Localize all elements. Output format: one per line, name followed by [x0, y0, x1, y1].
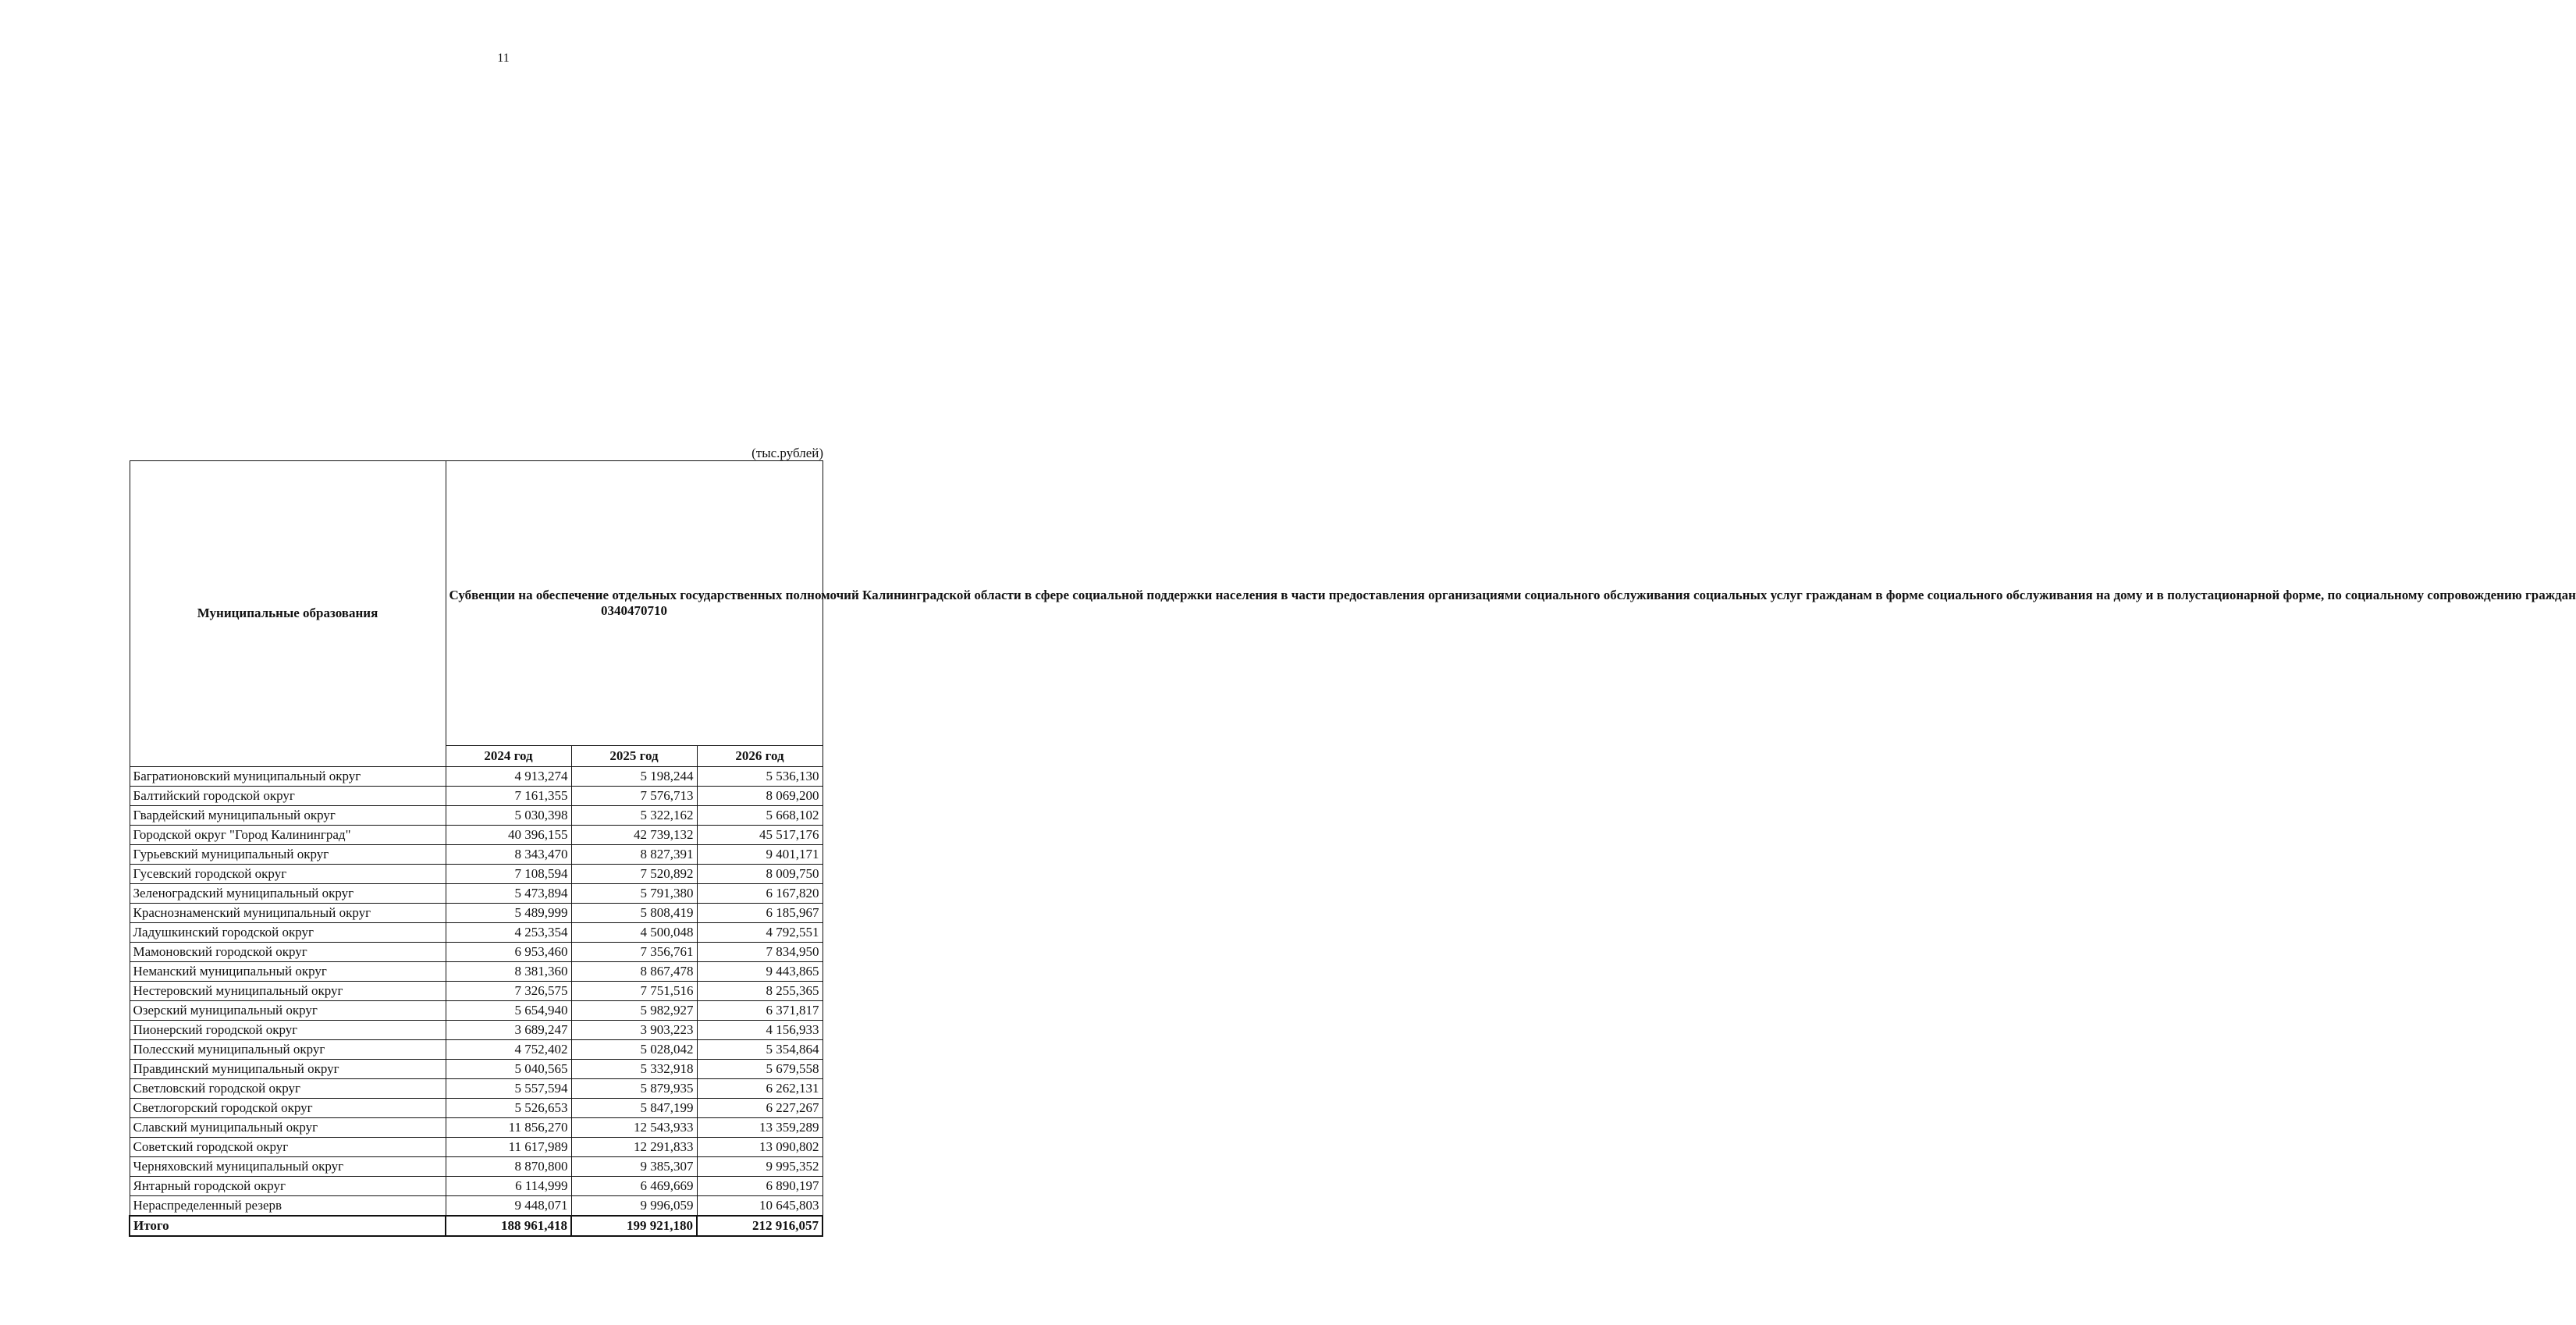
value-2025: 12 543,933	[571, 1118, 697, 1138]
municipality-name: Багратионовский муниципальный округ	[130, 767, 446, 787]
value-2026: 8 255,365	[697, 982, 823, 1001]
table-row	[130, 1099, 823, 1118]
value-2026: 9 995,352	[697, 1157, 823, 1177]
value-2024: 4 752,402	[446, 1040, 571, 1060]
table-row	[130, 1060, 823, 1079]
value-2026: 6 167,820	[697, 884, 823, 904]
table-row	[130, 787, 823, 806]
value-2024: 3 689,247	[446, 1021, 571, 1040]
table-row	[130, 884, 823, 904]
municipality-name: Гусевский городской округ	[130, 865, 446, 884]
value-2024: 11 617,989	[446, 1138, 571, 1157]
municipality-name: Мамоновский городской округ	[130, 943, 446, 962]
table-row	[130, 904, 823, 923]
municipality-name: Советский городской округ	[130, 1138, 446, 1157]
municipality-name: Неманский муниципальный округ	[130, 962, 446, 982]
table-row	[130, 1196, 823, 1217]
page-number: 11	[497, 52, 510, 65]
value-2025: 12 291,833	[571, 1138, 697, 1157]
value-2026: 10 645,803	[697, 1196, 823, 1217]
municipality-name: Гвардейский муниципальный округ	[130, 806, 446, 826]
value-2024: 4 913,274	[446, 767, 571, 787]
value-2026: 45 517,176	[697, 826, 823, 845]
municipality-name: Балтийский городской округ	[130, 787, 446, 806]
header-subsidy-description	[446, 461, 2576, 746]
header-description-text: Субвенции на обеспечение отдельных государственных полномочий Калининградской области в сфере социальной поддержки населения в части предоставления организациями социального обслуживания социальных услуг гражданам в форме социального обслуживания на дому и в полустационарной форме, по социальному сопровождению граждан	[449, 587, 2576, 602]
total-2025: 199 921,180	[571, 1216, 697, 1236]
value-2024: 11 856,270	[446, 1118, 571, 1138]
header-year-2024: 2024 год	[446, 746, 571, 767]
municipality-name: Нестеровский муниципальный округ	[130, 982, 446, 1001]
value-2025: 3 903,223	[571, 1021, 697, 1040]
value-2026: 6 890,197	[697, 1177, 823, 1196]
value-2024: 5 030,398	[446, 806, 571, 826]
value-2025: 9 385,307	[571, 1157, 697, 1177]
municipality-name: Светлогорский городской округ	[130, 1099, 446, 1118]
municipality-name: Светловский городской округ	[130, 1079, 446, 1099]
value-2025: 5 847,199	[571, 1099, 697, 1118]
table-row	[130, 806, 823, 826]
value-2024: 7 108,594	[446, 865, 571, 884]
value-2026: 6 227,267	[697, 1099, 823, 1118]
value-2025: 5 808,419	[571, 904, 697, 923]
value-2025: 7 751,516	[571, 982, 697, 1001]
value-2026: 13 090,802	[697, 1138, 823, 1157]
value-2025: 7 356,761	[571, 943, 697, 962]
value-2026: 7 834,950	[697, 943, 823, 962]
municipality-name: Пионерский городской округ	[130, 1021, 446, 1040]
value-2026: 4 792,551	[697, 923, 823, 943]
value-2026: 13 359,289	[697, 1118, 823, 1138]
table-row	[130, 1157, 823, 1177]
municipality-name: Нераспределенный резерв	[130, 1196, 446, 1217]
municipality-name: Зеленоградский муниципальный округ	[130, 884, 446, 904]
value-2026: 9 401,171	[697, 845, 823, 865]
table-row	[130, 865, 823, 884]
value-2024: 7 161,355	[446, 787, 571, 806]
value-2025: 7 576,713	[571, 787, 697, 806]
table-row	[130, 1001, 823, 1021]
value-2025: 6 469,669	[571, 1177, 697, 1196]
table-row	[130, 1021, 823, 1040]
table-row	[130, 1177, 823, 1196]
municipality-name: Городской округ "Город Калининград"	[130, 826, 446, 845]
value-2025: 5 028,042	[571, 1040, 697, 1060]
value-2026: 9 443,865	[697, 962, 823, 982]
total-2026: 212 916,057	[697, 1216, 823, 1236]
value-2025: 8 867,478	[571, 962, 697, 982]
value-2026: 6 185,967	[697, 904, 823, 923]
subsidy-table	[129, 460, 2576, 1237]
municipality-name: Полесский муниципальный округ	[130, 1040, 446, 1060]
value-2025: 5 791,380	[571, 884, 697, 904]
municipality-name: Озерский муниципальный округ	[130, 1001, 446, 1021]
value-2025: 5 879,935	[571, 1079, 697, 1099]
units-label: (тыс.рублей)	[751, 446, 823, 460]
value-2025: 5 322,162	[571, 806, 697, 826]
value-2026: 5 668,102	[697, 806, 823, 826]
value-2025: 5 332,918	[571, 1060, 697, 1079]
header-year-2025: 2025 год	[571, 746, 697, 767]
value-2024: 8 343,470	[446, 845, 571, 865]
value-2024: 9 448,071	[446, 1196, 571, 1217]
value-2024: 5 473,894	[446, 884, 571, 904]
value-2026: 6 371,817	[697, 1001, 823, 1021]
value-2024: 40 396,155	[446, 826, 571, 845]
table-row	[130, 943, 823, 962]
value-2024: 6 114,999	[446, 1177, 571, 1196]
table-row	[130, 845, 823, 865]
table-row	[130, 767, 823, 787]
table-row	[130, 982, 823, 1001]
value-2025: 42 739,132	[571, 826, 697, 845]
value-2024: 5 040,565	[446, 1060, 571, 1079]
value-2024: 5 489,999	[446, 904, 571, 923]
table-row	[130, 1040, 823, 1060]
value-2024: 8 870,800	[446, 1157, 571, 1177]
table-row	[130, 1118, 823, 1138]
municipality-name: Гурьевский муниципальный округ	[130, 845, 446, 865]
value-2024: 5 654,940	[446, 1001, 571, 1021]
table-row	[130, 1138, 823, 1157]
value-2025: 9 996,059	[571, 1196, 697, 1217]
value-2024: 7 326,575	[446, 982, 571, 1001]
municipality-name: Славский муниципальный округ	[130, 1118, 446, 1138]
value-2025: 4 500,048	[571, 923, 697, 943]
total-label: Итого	[130, 1216, 446, 1236]
municipality-name: Краснознаменский муниципальный округ	[130, 904, 446, 923]
value-2025: 5 198,244	[571, 767, 697, 787]
table-body	[130, 767, 823, 1217]
value-2024: 4 253,354	[446, 923, 571, 943]
table-row	[130, 923, 823, 943]
value-2026: 4 156,933	[697, 1021, 823, 1040]
value-2025: 8 827,391	[571, 845, 697, 865]
municipality-name: Ладушкинский городской округ	[130, 923, 446, 943]
value-2026: 8 009,750	[697, 865, 823, 884]
value-2025: 5 982,927	[571, 1001, 697, 1021]
table-row	[130, 1079, 823, 1099]
value-2026: 5 679,558	[697, 1060, 823, 1079]
value-2025: 7 520,892	[571, 865, 697, 884]
municipality-name: Янтарный городской округ	[130, 1177, 446, 1196]
value-2024: 6 953,460	[446, 943, 571, 962]
table-row	[130, 962, 823, 982]
municipality-name: Правдинский муниципальный округ	[130, 1060, 446, 1079]
value-2026: 6 262,131	[697, 1079, 823, 1099]
header-year-2026: 2026 год	[697, 746, 823, 767]
value-2026: 8 069,200	[697, 787, 823, 806]
value-2024: 5 526,653	[446, 1099, 571, 1118]
value-2026: 5 536,130	[697, 767, 823, 787]
total-2024: 188 961,418	[446, 1216, 571, 1236]
table-row	[130, 826, 823, 845]
municipality-name: Черняховский муниципальный округ	[130, 1157, 446, 1177]
value-2024: 8 381,360	[446, 962, 571, 982]
header-municipalities: Муниципальные образования	[130, 461, 446, 767]
value-2026: 5 354,864	[697, 1040, 823, 1060]
total-row	[130, 1216, 823, 1236]
value-2024: 5 557,594	[446, 1079, 571, 1099]
header-code: 0340470710	[601, 603, 667, 618]
